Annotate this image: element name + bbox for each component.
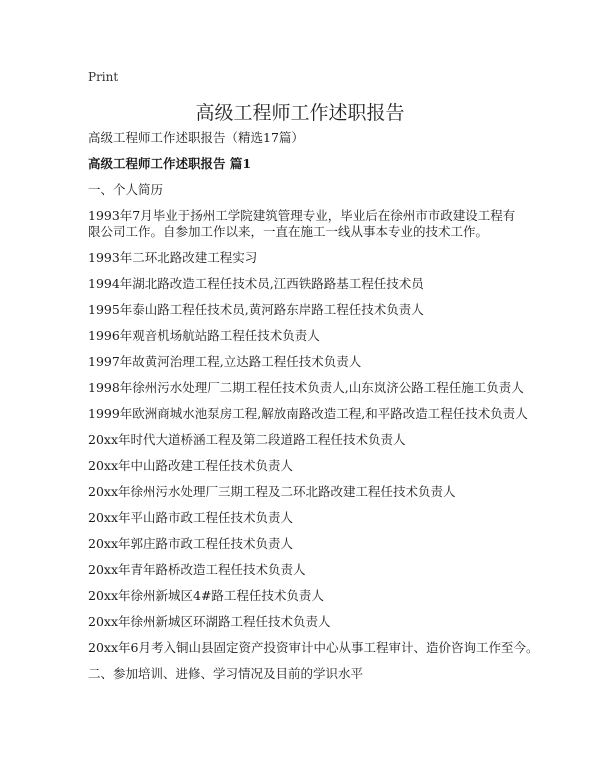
resume-line: 20xx年中山路改建工程任技术负责人 — [88, 458, 294, 473]
resume-line: 1993年二环北路改建工程实习 — [88, 250, 258, 265]
print-link[interactable]: Print — [88, 70, 119, 84]
resume-line: 20xx年徐州污水处理厂三期工程及二环北路改建工程任技术负责人 — [88, 484, 456, 499]
resume-line: 20xx年青年路桥改造工程任技术负责人 — [88, 562, 306, 577]
resume-line: 20xx年时代大道桥涵工程及第二段道路工程任技术负责人 — [88, 432, 406, 447]
resume-line: 20xx年郭庄路市政工程任技术负责人 — [88, 536, 294, 551]
subtitle: 高级工程师工作述职报告（精选17篇） — [88, 130, 304, 145]
resume-line: 1999年欧洲商城水池泵房工程,解放南路改造工程,和平路改造工程任技术负责人 — [88, 406, 528, 421]
subheading-resume: 一、个人简历 — [88, 182, 164, 197]
resume-line: 20xx年6月考入铜山县固定资产投资审计中心从事工程审计、造价咨询工作至今。 — [88, 640, 539, 655]
section-heading: 高级工程师工作述职报告 篇1 — [88, 156, 252, 171]
document-body — [88, 130, 539, 692]
page-title: 高级工程师工作述职报告 — [195, 102, 405, 124]
intro-paragraph: 1993年7月毕业于扬州工学院建筑管理专业，毕业后在徐州市市政建设工程有限公司工作。自参加工作以来，一直在施工一线从事本专业的技术工作。 — [88, 208, 516, 239]
resume-line: 1998年徐州污水处理厂二期工程任技术负责人,山东岚济公路工程任施工负责人 — [88, 380, 524, 395]
resume-line: 1996年观音机场航站路工程任技术负责人 — [88, 328, 320, 343]
resume-line: 1995年泰山路工程任技术员,黄河路东岸路工程任技术负责人 — [88, 302, 424, 317]
subheading-training: 二、参加培训、进修、学习情况及目前的学识水平 — [88, 666, 364, 681]
resume-line: 20xx年徐州新城区环湖路工程任技术负责人 — [88, 614, 331, 629]
resume-line: 1997年故黄河治理工程,立达路工程任技术负责人 — [88, 354, 362, 369]
resume-line: 1994年湖北路改造工程任技术员,江西铁路路基工程任技术员 — [88, 276, 424, 291]
resume-line: 20xx年平山路市政工程任技术负责人 — [88, 510, 294, 525]
resume-line: 20xx年徐州新城区4#路工程任技术负责人 — [88, 588, 324, 603]
